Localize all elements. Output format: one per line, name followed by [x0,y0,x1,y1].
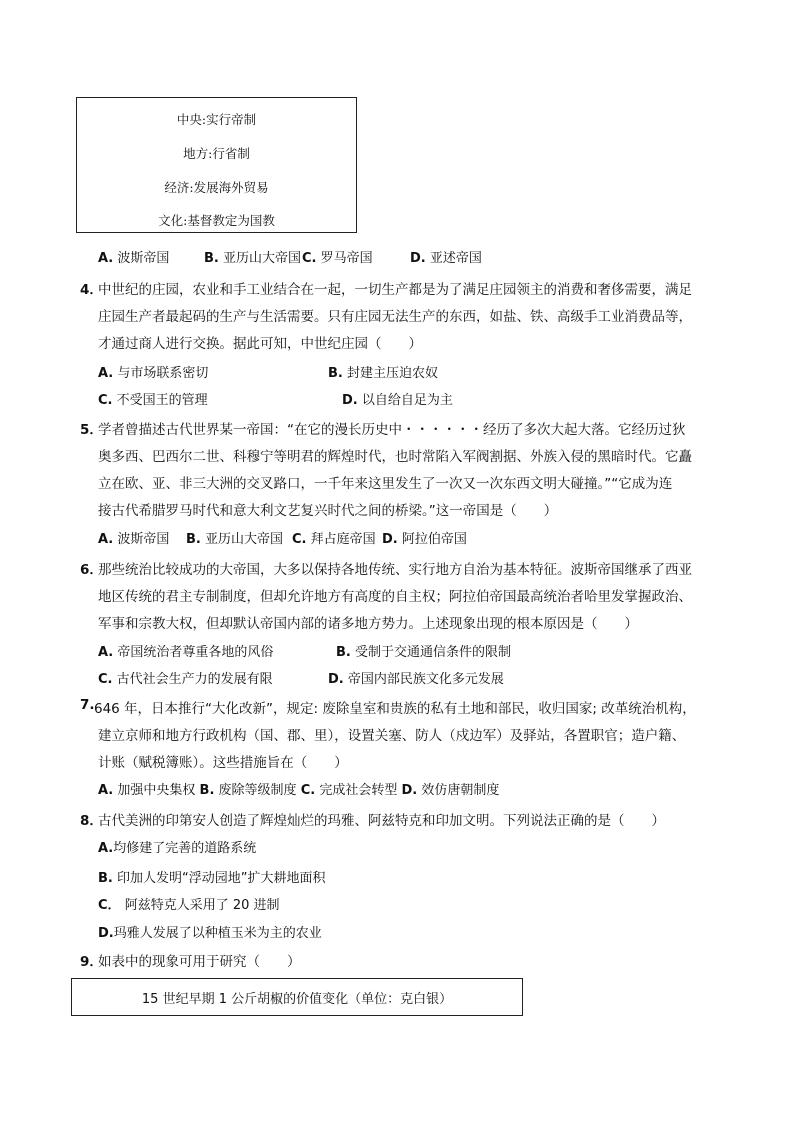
q4-option-b: B. 封建主压迫农奴 [328,366,439,381]
q3-box-line: 经济:发展海外贸易 [164,180,269,195]
q4-stem-line: 中世纪的庄园，农业和手工业结合在一起，一切生产都是为了满足庄园领主的消费和奢侈需要，满足 [98,282,692,298]
q8-option-d: D.玛雅人发展了以种植玉米为主的农业 [98,926,322,941]
q3-box-line: 文化:基督教定为国教 [158,213,275,228]
q5-option-c: C. 拜占庭帝国 [292,532,376,547]
q9-stem-line: 如表中的现象可用于研究（ ） [98,954,301,970]
q7-options: A. 加强中央集权 B. 废除等级制度 C. 完成社会转型 D. 效仿唐朝制度 [98,783,500,798]
q3-option-d: D. 亚述帝国 [410,251,482,266]
q3-box-line: 中央:实行帝制 [176,112,257,127]
q3-option-c: C. 罗马帝国 [302,251,373,266]
q7-stem-line: 计账（赋税簿账）。这些措施旨在（ ） [98,755,348,771]
q4-number: 4． [80,282,103,298]
q9-table-header: 15 世纪早期 1 公斤胡椒的价值变化（单位：克白银） [141,992,453,1007]
q6-stem-line: 军事和宗教大权，但却默认帝国内部的诸多地方势力。上述现象出现的根本原因是（ ） [98,616,638,632]
q8-number: 8． [80,813,103,829]
q9-number: 9． [80,954,103,970]
q7-stem-line: 646 年，日本推行“大化改新”，规定: 废除皇室和贵族的私有土地和部民，收归国家; 改革统治机构， [94,701,696,717]
q6-number: 6． [80,562,103,578]
q6-stem-line: 那些统治比较成功的大帝国，大多以保持各地传统、实行地方自治为基本特征。波斯帝国继承了西亚 [98,562,692,578]
q3-option-b: B. 亚历山大帝国 [204,251,302,266]
q5-stem-line: 学者曾描述古代世界某一帝国：“在它的漫长历史中・・・・・・经历了多次大起大落。它经历过狄 [98,422,686,438]
q6-stem-line: 地区传统的君主专制制度，但却允许地方有高度的自主权；阿拉伯帝国最高统治者哈里发掌握政治、 [98,589,692,605]
q6-option-c: C. 古代社会生产力的发展有限 [98,672,273,687]
q5-option-d: D. 阿拉伯帝国 [382,532,467,547]
q4-option-d: D. 以自给自足为主 [342,393,453,408]
q6-option-b: B. 受制于交通通信条件的限制 [336,645,512,660]
q6-option-a: A. 帝国统治者尊重各地的风俗 [98,645,274,660]
q7-stem-line: 建立京师和地方行政机构（国、郡、里），设置关塞、防人（戍边军）及驿站，各置职官；造户籍、 [98,728,686,744]
q4-option-a: A. 与市场联系密切 [98,366,209,381]
q8-option-b: B. 印加人发明“浮动园地”扩大耕地面积 [98,871,326,886]
q5-number: 5． [80,422,103,438]
q5-stem-line: 接古代希腊罗马时代和意大利文艺复兴时代之间的桥梁。”这一帝国是（ ） [98,503,558,519]
q4-stem-line: 庄园生产者最起码的生产与生活需要。只有庄园无法生产的东西，如盐、铁、高级手工业消费品等， [98,309,692,325]
q5-option-a: A. 波斯帝国 [98,532,170,547]
q3-box-line: 地方:行省制 [183,146,250,161]
q8-option-c: C． 阿兹特克人采用了 20 进制 [98,898,280,913]
q3-info-box [76,97,357,233]
q5-option-b: B. 亚历山大帝国 [186,532,284,547]
q7-number: 7. [80,697,95,713]
q3-option-a: A. 波斯帝国 [98,251,170,266]
q4-stem-line: 才通过商人进行交换。据此可知，中世纪庄园（ ） [98,336,422,352]
q6-option-d: D. 帝国内部民族文化多元发展 [328,672,504,687]
q8-option-a: A.均修建了完善的道路系统 [98,841,257,856]
q4-option-c: C. 不受国王的管理 [98,393,208,408]
q9-table [71,978,523,1016]
q5-stem-line: 立在欧、亚、非三大洲的交叉路口，一千年来这里发生了一次又一次东西文明大碰撞。”“它成为连 [98,476,673,492]
q8-stem-line: 古代美洲的印第安人创造了辉煌灿烂的玛雅、阿兹特克和印加文明。下列说法正确的是（ ） [98,813,665,829]
q5-stem-line: 奥多西、巴西尔二世、科穆宁等明君的辉煌时代，也时常陷入军阀割据、外族入侵的黑暗时代。它矗 [98,449,692,465]
